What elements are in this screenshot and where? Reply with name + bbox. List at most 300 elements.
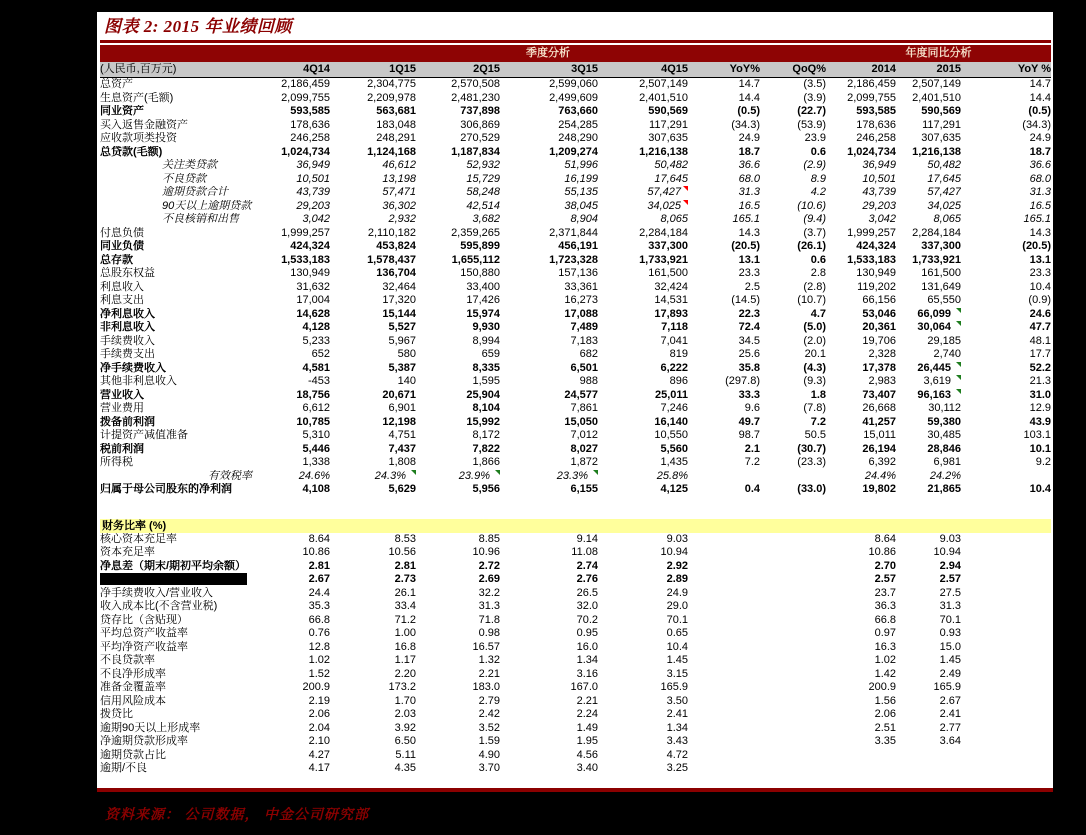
table-cell: 8,065	[933, 213, 962, 226]
table-cell: 1.56	[874, 694, 897, 707]
table-cell: 4,108	[302, 483, 330, 496]
table-cell: 248,291	[376, 132, 416, 145]
comment-marker-green-icon	[956, 308, 961, 313]
table-cell: 14,531	[654, 294, 688, 307]
table-cell: 3.70	[478, 762, 500, 775]
table-cell	[688, 641, 760, 655]
group-header-quarterly: 季度分析	[270, 45, 826, 62]
table-cell: 1,024,734	[281, 145, 330, 158]
row-label: 逾期90天以上形成率	[100, 721, 201, 734]
table-cell	[961, 668, 1051, 682]
table-cell: 5,560	[660, 442, 688, 455]
row-label: 净手续费收入	[100, 361, 166, 374]
table-cell	[961, 627, 1051, 641]
table-row	[100, 600, 1051, 614]
table-row	[100, 533, 1051, 547]
table-cell: 1.45	[939, 654, 962, 667]
table-cell: 161,500	[921, 267, 962, 280]
table-cell: 59,380	[927, 415, 962, 428]
table-cell: 2,110,182	[367, 226, 416, 239]
row-label: 逾期贷款合计	[162, 186, 228, 199]
table-cell: 178,636	[856, 118, 897, 131]
table-cell	[688, 695, 760, 709]
table-cell: 8.64	[308, 532, 330, 545]
table-row	[100, 200, 1051, 214]
table-cell: 8.9	[810, 172, 827, 185]
table-cell: 1,578,437	[367, 253, 416, 266]
row-label: 计提资产减值准备	[100, 429, 188, 442]
table-cell: 659	[481, 348, 500, 361]
row-label: 不良贷款	[162, 172, 206, 185]
table-cell: 2.04	[308, 721, 330, 734]
table-cell	[688, 560, 760, 574]
table-cell: 2,507,149	[912, 78, 962, 91]
table-cell: 2.41	[666, 708, 688, 721]
table-cell: 35.8	[738, 361, 760, 374]
table-cell	[760, 735, 826, 749]
table-cell: 12.9	[1029, 402, 1052, 415]
table-cell: 14.7	[1029, 78, 1052, 91]
table-cell: (5.0)	[803, 321, 827, 334]
table-cell: 50.5	[804, 429, 827, 442]
row-label: 同业负债	[100, 240, 144, 253]
table-cell: 1.8	[810, 388, 827, 401]
column-header-4q15: 4Q15	[598, 62, 688, 78]
table-cell: 1.32	[478, 654, 500, 667]
column-header-row	[100, 62, 1051, 78]
table-cell: 737,898	[460, 105, 500, 118]
table-cell	[760, 668, 826, 682]
table-cell: 66.8	[874, 613, 897, 626]
table-cell: 17,378	[862, 361, 897, 374]
table-cell: 9.03	[666, 532, 688, 545]
row-label: 营业费用	[100, 402, 144, 415]
table-cell	[961, 600, 1051, 614]
table-cell: 25.8%	[656, 469, 688, 482]
table-cell: 2.57	[939, 573, 962, 586]
table-cell	[961, 614, 1051, 628]
table-cell: 7,437	[388, 442, 416, 455]
table-cell: 31,632	[296, 280, 330, 293]
table-cell	[961, 708, 1051, 722]
table-cell	[896, 762, 961, 776]
table-cell: 8,065	[660, 213, 688, 226]
table-cell: 70.1	[666, 613, 688, 626]
table-cell: 19,706	[862, 334, 897, 347]
table-cell: 24.4%	[864, 469, 897, 482]
spacer-cell	[100, 497, 1051, 519]
table-row	[100, 240, 1051, 254]
table-cell: 13,198	[382, 172, 416, 185]
table-cell: 2,401,510	[639, 91, 688, 104]
table-cell	[688, 587, 760, 601]
table-cell: 1.70	[394, 694, 416, 707]
table-cell: 15,050	[564, 415, 598, 428]
table-cell: 20,361	[862, 321, 897, 334]
table-cell: 2.21	[576, 694, 598, 707]
table-cell	[961, 641, 1051, 655]
table-row	[100, 321, 1051, 335]
table-cell: 23.3	[738, 267, 760, 280]
table-row	[100, 681, 1051, 695]
chart-title: 图表 2: 2015 年业绩回顾	[104, 17, 292, 36]
table-cell: 3.16	[576, 667, 598, 680]
table-cell: 10,501	[296, 172, 330, 185]
table-cell: (2.8)	[803, 280, 827, 293]
table-cell	[688, 668, 760, 682]
table-cell: 29,203	[862, 199, 897, 212]
table-cell: 7,118	[661, 321, 688, 334]
table-cell: (53.9)	[797, 118, 827, 131]
table-row	[100, 348, 1051, 362]
row-label: 归属于母公司股东的净利润	[100, 483, 232, 496]
table-cell: 10.56	[388, 546, 416, 559]
table-cell	[961, 470, 1051, 484]
table-cell: 32.0	[576, 600, 598, 613]
table-cell: 10.86	[868, 546, 897, 559]
table-cell: 453,824	[376, 240, 416, 253]
table-row	[100, 722, 1051, 736]
table-cell: 682	[579, 348, 598, 361]
table-cell: 65,550	[927, 294, 962, 307]
table-cell: 2.42	[478, 708, 500, 721]
table-cell: 24.6%	[298, 469, 330, 482]
table-cell: (0.9)	[1028, 294, 1052, 307]
row-label: 信用风险成本	[100, 694, 166, 707]
table-cell: 18,756	[296, 388, 330, 401]
source-note: 资料来源： 公司数据， 中金公司研究部	[105, 808, 369, 823]
table-cell: 23.7	[874, 586, 897, 599]
table-cell: 4.17	[308, 762, 330, 775]
table-cell: 29,203	[296, 199, 330, 212]
table-cell: 33,361	[564, 280, 598, 293]
comment-marker-green-icon	[593, 470, 598, 475]
table-cell: 36,949	[862, 159, 897, 172]
table-cell: 3.43	[666, 735, 688, 748]
table-cell: 2,983	[868, 375, 897, 388]
table-cell: 14.4	[1029, 91, 1052, 104]
table-cell: 17,320	[382, 294, 416, 307]
table-cell: 57,471	[382, 186, 416, 199]
table-cell: 4.27	[308, 748, 330, 761]
table-cell: 9,930	[472, 321, 500, 334]
table-cell: 34.5	[738, 334, 760, 347]
table-cell: 2.67	[939, 694, 962, 707]
table-cell: 0.93	[939, 627, 962, 640]
table-cell: 6,501	[570, 361, 598, 374]
table-cell: 8,904	[570, 213, 598, 226]
row-label: 手续费收入	[100, 334, 155, 347]
table-cell: (9.4)	[803, 213, 827, 226]
table-row	[100, 735, 1051, 749]
table-cell: 16,273	[564, 294, 598, 307]
table-cell: 1.42	[874, 667, 897, 680]
table-cell: 66,099	[896, 308, 961, 322]
table-cell: 5,233	[302, 334, 330, 347]
table-cell: 14.7	[738, 78, 760, 91]
table-cell: 306,869	[460, 118, 500, 131]
table-cell: 2,328	[868, 348, 897, 361]
table-cell: 563,681	[376, 105, 416, 118]
table-cell: 15,729	[466, 172, 500, 185]
table-cell: 24.2%	[929, 469, 962, 482]
table-cell: 3.15	[666, 667, 688, 680]
table-cell: 248,290	[558, 132, 598, 145]
table-cell	[961, 546, 1051, 560]
table-cell: 8.53	[394, 532, 416, 545]
table-cell: 2.94	[939, 559, 962, 572]
table-cell: 2.70	[874, 559, 897, 572]
table-cell	[688, 533, 760, 547]
table-cell: 68.0	[1029, 172, 1052, 185]
table-cell: 590,569	[648, 105, 688, 118]
table-row	[100, 254, 1051, 268]
table-cell	[760, 708, 826, 722]
table-cell: 8,172	[472, 429, 500, 442]
table-cell: 30,485	[927, 429, 962, 442]
table-cell: 1,209,274	[549, 145, 598, 158]
redaction-bar	[100, 573, 247, 585]
table-cell: 35.3	[308, 600, 330, 613]
table-cell: 1,999,257	[847, 226, 897, 239]
table-cell: (9.3)	[803, 375, 827, 388]
table-cell: 66,156	[862, 294, 897, 307]
row-label: 拨贷比	[100, 708, 133, 721]
table-row	[100, 78, 1051, 92]
table-cell: (20.5)	[731, 240, 760, 253]
table-cell: 10.94	[660, 546, 688, 559]
table-cell: 10,501	[862, 172, 897, 185]
table-cell: 31.3	[1029, 186, 1052, 199]
table-cell: 136,704	[376, 267, 416, 280]
table-cell: 36.6	[738, 159, 760, 172]
table-cell: 34,025	[598, 200, 688, 214]
table-cell: 819	[669, 348, 688, 361]
table-cell: 254,285	[558, 118, 598, 131]
table-cell	[961, 560, 1051, 574]
table-cell: 2,284,184	[639, 226, 688, 239]
table-cell: 8.64	[874, 532, 897, 545]
table-cell	[760, 654, 826, 668]
table-cell: (2.0)	[803, 334, 827, 347]
table-cell: 31.3	[738, 186, 760, 199]
table-cell: 2.77	[939, 721, 962, 734]
table-cell: 0.6	[810, 145, 827, 158]
table-cell	[961, 681, 1051, 695]
table-cell: 130,949	[856, 267, 897, 280]
table-cell: (34.3)	[731, 118, 760, 131]
table-cell: 16.8	[394, 640, 416, 653]
row-label: 逾期贷款占比	[100, 748, 166, 761]
table-cell: 2,499,609	[549, 91, 598, 104]
table-cell: 130,949	[290, 267, 330, 280]
financial-table	[100, 45, 1051, 776]
table-cell	[961, 695, 1051, 709]
table-cell: 9.2	[1035, 456, 1052, 469]
table-cell: 1,187,834	[451, 145, 500, 158]
table-cell: 26,194	[862, 442, 897, 455]
table-cell: 2.81	[308, 559, 330, 572]
table-cell: 33.3	[738, 388, 760, 401]
table-cell	[961, 735, 1051, 749]
row-label: 利息支出	[100, 294, 144, 307]
table-row	[100, 227, 1051, 241]
table-cell: 38,045	[564, 199, 598, 212]
table-cell: 15,144	[382, 307, 416, 320]
table-cell: 165.1	[1023, 213, 1052, 226]
table-cell: 24.9	[1029, 132, 1052, 145]
table-row	[100, 281, 1051, 295]
table-cell: 0.97	[874, 627, 897, 640]
table-cell: 30,112	[928, 402, 962, 415]
table-cell: 25,011	[654, 388, 688, 401]
table-row	[100, 573, 1051, 587]
table-cell: 2.10	[308, 735, 330, 748]
table-cell: 8,335	[472, 361, 500, 374]
table-cell: 1.34	[576, 654, 598, 667]
table-cell: 593,585	[290, 105, 330, 118]
row-label: 净手续费收入/营业收入	[100, 586, 214, 599]
table-cell: 24.4	[308, 586, 330, 599]
table-cell	[688, 735, 760, 749]
table-cell: 2,284,184	[912, 226, 962, 239]
group-header-row	[100, 45, 1051, 62]
table-cell: 32.2	[478, 586, 500, 599]
row-label: 平均总资产收益率	[100, 627, 188, 640]
comment-marker-green-icon	[956, 375, 961, 380]
table-cell	[688, 573, 760, 587]
table-cell: (2.9)	[803, 159, 827, 172]
table-cell: 7,822	[472, 442, 500, 455]
table-cell: 43,739	[862, 186, 897, 199]
table-cell: 42,514	[466, 199, 500, 212]
table-row	[100, 146, 1051, 160]
table-row	[100, 105, 1051, 119]
table-cell: 1.49	[576, 721, 598, 734]
table-cell: 150,880	[460, 267, 500, 280]
table-cell: 2,099,755	[847, 91, 897, 104]
table-cell: 96,163	[896, 389, 961, 403]
table-cell: 57,427	[927, 186, 962, 199]
table-cell: 157,136	[558, 267, 598, 280]
table-cell: 52,932	[466, 159, 500, 172]
table-row	[100, 668, 1051, 682]
row-label: 利息收入	[100, 280, 144, 293]
table-cell: 98.7	[738, 429, 760, 442]
table-cell: 32,424	[654, 280, 688, 293]
table-cell: 7,041	[660, 334, 688, 347]
section-header-label: 财务比率 (%)	[100, 519, 1051, 533]
table-cell: 17,088	[564, 307, 598, 320]
table-cell: 51,996	[564, 159, 598, 172]
table-cell: 1,216,138	[639, 145, 688, 158]
table-cell: 71.2	[394, 613, 416, 626]
table-cell: 50,482	[654, 159, 688, 172]
table-cell: 117,291	[922, 118, 962, 131]
table-cell	[760, 533, 826, 547]
row-label: 不良贷款率	[100, 654, 155, 667]
table-cell: 9.03	[939, 532, 962, 545]
row-label: 买入返售金融资产	[100, 118, 188, 131]
table-cell: (4.3)	[803, 361, 827, 374]
table-cell: 337,300	[921, 240, 962, 253]
table-row	[100, 429, 1051, 443]
table-cell: 4.56	[576, 748, 598, 761]
table-cell: 24,577	[564, 388, 598, 401]
table-cell	[688, 614, 760, 628]
table-cell: 23.9	[804, 132, 827, 145]
row-label: 付息负债	[100, 226, 144, 239]
table-cell	[760, 722, 826, 736]
table-cell: 26.5	[576, 586, 598, 599]
table-row	[100, 335, 1051, 349]
table-cell: 14,628	[296, 307, 330, 320]
table-cell: -453	[307, 375, 330, 388]
table-cell: 15.0	[939, 640, 962, 653]
table-row	[100, 186, 1051, 200]
table-cell: 22.3	[738, 307, 760, 320]
table-cell	[826, 762, 896, 776]
table-cell: 10.86	[302, 546, 330, 559]
table-cell: 2.51	[874, 721, 897, 734]
table-cell: 117,291	[649, 118, 688, 131]
table-cell: 4,125	[660, 483, 688, 496]
table-cell	[826, 749, 896, 763]
column-header-2014: 2014	[826, 62, 896, 78]
table-cell: 18.7	[1029, 145, 1052, 158]
table-cell: 30,064	[896, 321, 961, 335]
table-cell: 593,585	[856, 105, 897, 118]
table-cell: 32,464	[382, 280, 416, 293]
table-cell	[760, 600, 826, 614]
table-cell: 6,392	[868, 456, 897, 469]
table-cell: 23.3%	[500, 470, 598, 484]
table-cell: 4,128	[302, 321, 330, 334]
table-cell: 16.0	[576, 640, 598, 653]
table-cell: 2.24	[576, 708, 598, 721]
table-cell: 17,426	[466, 294, 500, 307]
table-row	[100, 294, 1051, 308]
table-cell: 17,893	[654, 307, 688, 320]
table-cell: (26.1)	[797, 240, 827, 253]
table-cell: 3.52	[478, 721, 500, 734]
comment-marker-green-icon	[956, 362, 961, 367]
row-label: 不良核销和出售	[162, 213, 239, 226]
table-cell: 6,155	[570, 483, 598, 496]
row-label: 总股东权益	[100, 267, 155, 280]
table-cell: 57,427	[598, 186, 688, 200]
table-cell: 178,636	[290, 118, 330, 131]
table-cell: 24.9	[666, 586, 688, 599]
table-row	[100, 119, 1051, 133]
table-cell: 5,310	[302, 429, 330, 442]
table-cell: 71.8	[478, 613, 500, 626]
table-cell: 1,595	[472, 375, 500, 388]
table-cell	[961, 587, 1051, 601]
table-cell: 52.2	[1029, 361, 1052, 374]
table-cell: 337,300	[648, 240, 688, 253]
table-cell: 7,183	[570, 334, 598, 347]
table-cell: 183.0	[472, 681, 500, 694]
table-cell: 167.0	[570, 681, 598, 694]
row-label: 所得税	[100, 456, 133, 469]
title-rule	[100, 40, 1051, 43]
table-cell: 3.35	[874, 735, 897, 748]
table-cell: 7.2	[810, 415, 827, 428]
table-cell: (3.9)	[803, 91, 827, 104]
table-cell: 6,901	[388, 402, 416, 415]
table-cell	[896, 749, 961, 763]
